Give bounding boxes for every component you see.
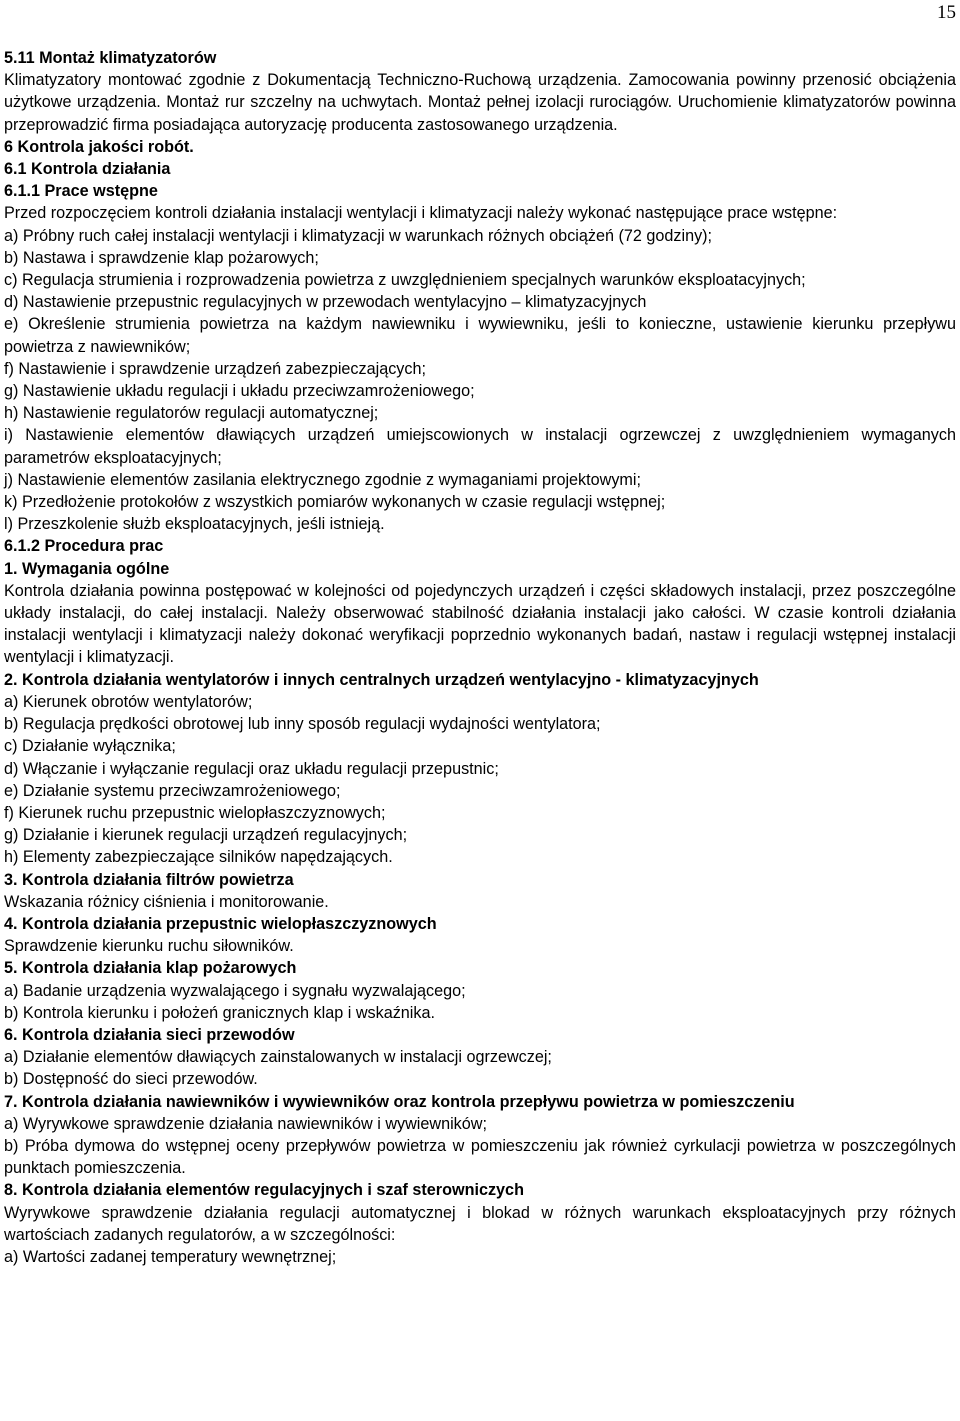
block-title: 6. Kontrola działania sieci przewodów	[4, 1025, 295, 1044]
list-item: a) Wartości zadanej temperatury wewnętrznej;	[4, 1247, 337, 1266]
paragraph: Sprawdzenie kierunku ruchu siłowników.	[4, 937, 294, 956]
list-item: h) Nastawienie regulatorów regulacji automatycznej;	[4, 404, 379, 423]
list-item: a) Badanie urządzenia wyzwalającego i sygnału wyzwalającego;	[4, 981, 466, 1000]
list-item: h) Elementy zabezpieczające silników napędzających.	[4, 848, 393, 867]
block-title: 2. Kontrola działania wentylatorów i innych centralnych urządzeń wentylacyjno - klimatyzacyjnych	[4, 670, 759, 689]
block-title: 7. Kontrola działania nawiewników i wywiewników oraz kontrola przepływu powietrza w pomieszczeniu	[4, 1092, 795, 1111]
list-item: a) Kierunek obrotów wentylatorów;	[4, 692, 253, 711]
list-item: f) Nastawienie i sprawdzenie urządzeń zabezpieczających;	[4, 359, 426, 378]
list-item: a) Działanie elementów dławiących zainstalowanych w instalacji ogrzewczej;	[4, 1048, 552, 1067]
block-title: 4. Kontrola działania przepustnic wielopłaszczyznowych	[4, 914, 437, 933]
paragraph: Przed rozpoczęciem kontroli działania instalacji wentylacji i klimatyzacji należy wykonać następujące prace wstępne:	[4, 204, 838, 223]
document-page	[4, 0, 956, 1268]
paragraph: Wskazania różnicy ciśnienia i monitorowanie.	[4, 892, 329, 911]
section-heading: 5.11 Montaż klimatyzatorów	[4, 49, 217, 67]
list-item: g) Działanie i kierunek regulacji urządzeń regulacyjnych;	[4, 826, 408, 845]
list-item: b) Dostępność do sieci przewodów.	[4, 1070, 258, 1089]
list-item: a) Wyrywkowe sprawdzenie działania nawiewników i wywiewników;	[4, 1114, 487, 1133]
list-item: b) Regulacja prędkości obrotowej lub inny sposób regulacji wydajności wentylatora;	[4, 715, 601, 734]
block-title: 5. Kontrola działania klap pożarowych	[4, 959, 297, 978]
list-item: d) Włączanie i wyłączanie regulacji oraz układu regulacji przepustnic;	[4, 759, 499, 778]
list-item: c) Regulacja strumienia i rozprowadzenia powietrza z uwzględnieniem specjalnych warunków eksploatacyjnych;	[4, 271, 806, 290]
list-item: l) Przeszkolenie służb eksploatacyjnych, jeśli istnieją.	[4, 515, 385, 534]
list-item: e) Określenie strumienia powietrza na każdym nawiewniku i wywiewniku, jeśli to konieczne, ustawienie kierunku przepływu powietrza z nawiewników;	[4, 315, 956, 356]
list-item: j) Nastawienie elementów zasilania elektrycznego zgodnie z wymaganiami projektowymi;	[4, 470, 641, 489]
list-item: b) Kontrola kierunku i położeń granicznych klap i wskaźnika.	[4, 1003, 435, 1022]
list-item: d) Nastawienie przepustnic regulacyjnych w przewodach wentylacyjno – klimatyzacyjnych	[4, 293, 647, 312]
section-heading: 6 Kontrola jakości robót.	[4, 137, 194, 156]
list-item: b) Nastawa i sprawdzenie klap pożarowych;	[4, 248, 319, 267]
list-item: i) Nastawienie elementów dławiących urządzeń umiejscowionych w instalacji ogrzewczej z uwzględnieniem wymaganych parametrów eksploatacyjnych;	[4, 426, 956, 467]
list-item: b) Próba dymowa do wstępnej oceny przepływów powietrza w pomieszczeniu jak również cyrkulacji powietrza w poszczególnych punktach pomieszczenia.	[4, 1136, 956, 1178]
paragraph: Klimatyzatory montować zgodnie z Dokumentacją Techniczno-Ruchową urządzenia. Zamocowania powinny przenosić obciążenia użytkowe urządzenia. Montaż rur szczelny na uchwytach. Montaż pełnej izolacji rurociągów. Uruchomienie klimatyzatorów powinna przeprowadzić firma posiadająca autoryzację producenta zastosowanego urządzenia.	[4, 71, 956, 134]
block-title: 8. Kontrola działania elementów regulacyjnych i szaf sterowniczych	[4, 1181, 524, 1200]
paragraph: Kontrola działania powinna postępować w kolejności od pojedynczych urządzeń i części składowych instalacji, przez poszczególne układy instalacji, do całej instalacji. Należy obserwować stabilność działania instalacji jako całości. W czasie kontroli działania instalacji wentylacji i klimatyzacji należy dokonać weryfikacji poprzednio wykonanych badań, nastaw i regulacji wstępnej instalacji wentylacji i klimatyzacji.	[4, 581, 956, 667]
list-item: k) Przedłożenie protokołów z wszystkich pomiarów wykonanych w czasie regulacji wstępnej;	[4, 493, 666, 512]
list-item: c) Działanie wyłącznika;	[4, 737, 176, 756]
list-item: f) Kierunek ruchu przepustnic wielopłaszczyznowych;	[4, 803, 386, 822]
block-title: 1. Wymagania ogólne	[4, 559, 170, 578]
page-number: 15	[937, 2, 956, 23]
list-item: e) Działanie systemu przeciwzamrożeniowego;	[4, 781, 341, 800]
block-title: 3. Kontrola działania filtrów powietrza	[4, 870, 294, 889]
subsection-heading: 6.1 Kontrola działania	[4, 160, 171, 179]
subsection-heading: 6.1.2 Procedura prac	[4, 537, 164, 556]
paragraph: Wyrywkowe sprawdzenie działania regulacji automatycznej i blokad w różnych warunkach eksploatacyjnych przy różnych wartościach zadanych regulatorów, a w szczególności:	[4, 1203, 956, 1244]
subsection-heading: 6.1.1 Prace wstępne	[4, 182, 158, 201]
list-item: a) Próbny ruch całej instalacji wentylacji i klimatyzacji w warunkach różnych obciążeń (72 godziny);	[4, 226, 713, 245]
list-item: g) Nastawienie układu regulacji i układu przeciwzamrożeniowego;	[4, 382, 475, 401]
